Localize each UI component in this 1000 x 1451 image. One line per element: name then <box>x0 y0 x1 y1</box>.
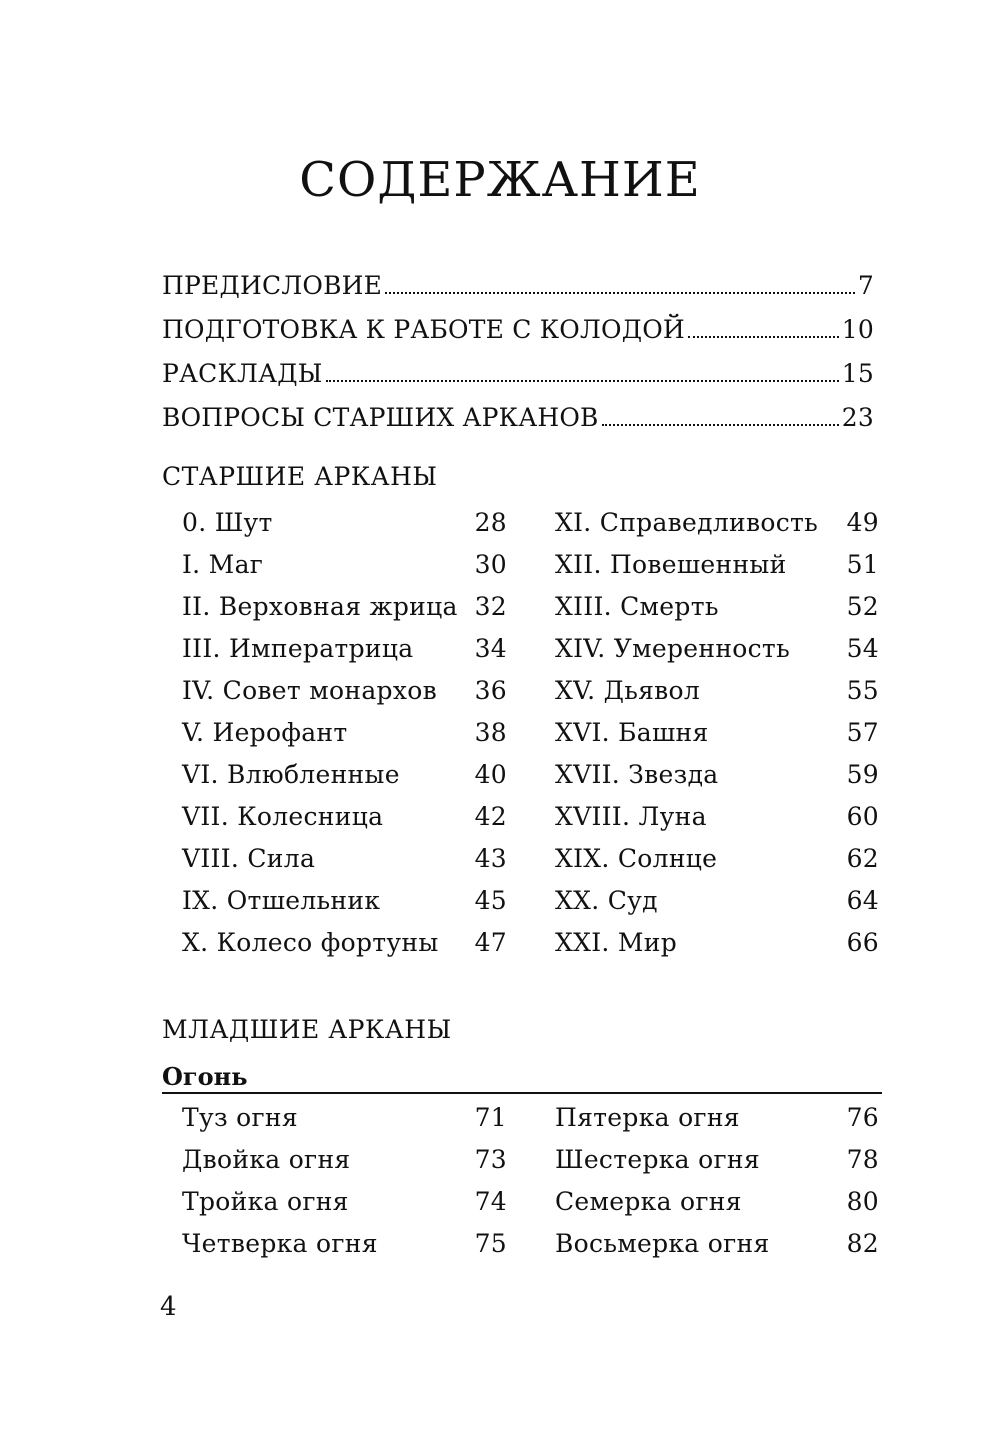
item-page: 51 <box>846 550 879 579</box>
list-item <box>182 586 507 628</box>
toc-entry-label: РАСКЛАДЫ <box>162 359 323 388</box>
item-label: XXI. Мир <box>555 928 678 957</box>
table-row <box>182 1223 882 1265</box>
dot-leader <box>602 424 839 426</box>
item-page: 55 <box>846 676 879 705</box>
item-page: 78 <box>846 1145 879 1174</box>
item-label: XII. Повешенный <box>555 550 787 579</box>
item-page: 32 <box>474 592 507 621</box>
list-item <box>555 754 879 796</box>
item-page: 54 <box>846 634 879 663</box>
toc-entry <box>162 308 874 352</box>
main-toc-list <box>162 264 874 440</box>
dot-leader <box>688 336 839 338</box>
item-page: 40 <box>474 760 507 789</box>
list-item <box>182 712 507 754</box>
table-row <box>182 1139 882 1181</box>
item-label: Двойка огня <box>182 1145 351 1174</box>
item-page: 66 <box>846 928 879 957</box>
item-label: VI. Влюбленные <box>182 760 400 789</box>
table-row <box>182 922 882 964</box>
item-page: 28 <box>474 508 507 537</box>
toc-entry-page: 15 <box>841 359 874 388</box>
toc-entry-label: ВОПРОСЫ СТАРШИХ АРКАНОВ <box>162 403 599 432</box>
item-label: XV. Дьявол <box>555 676 701 705</box>
list-item <box>555 1181 879 1223</box>
item-page: 42 <box>474 802 507 831</box>
list-item <box>182 922 507 964</box>
list-item <box>555 712 879 754</box>
toc-entry-page: 23 <box>841 403 874 432</box>
list-item <box>182 670 507 712</box>
item-label: IV. Совет монархов <box>182 676 437 705</box>
toc-entry <box>162 264 874 308</box>
table-row <box>182 838 882 880</box>
item-label: XI. Справедливость <box>555 508 819 537</box>
table-row <box>182 1097 882 1139</box>
list-item <box>555 796 879 838</box>
minor-arcana-heading: МЛАДШИЕ АРКАНЫ <box>162 1015 452 1044</box>
table-row <box>182 670 882 712</box>
item-page: 80 <box>846 1187 879 1216</box>
item-page: 43 <box>474 844 507 873</box>
item-label: Четверка огня <box>182 1229 378 1258</box>
suit-heading: Огонь <box>162 1062 882 1094</box>
toc-entry-label: ПРЕДИСЛОВИЕ <box>162 271 383 300</box>
item-page: 71 <box>474 1103 507 1132</box>
item-label: Пятерка огня <box>555 1103 740 1132</box>
minor-arcana-list <box>182 1097 882 1265</box>
list-item <box>182 628 507 670</box>
item-label: VII. Колесница <box>182 802 384 831</box>
list-item <box>555 1139 879 1181</box>
list-item <box>555 502 879 544</box>
table-row <box>182 712 882 754</box>
table-row <box>182 502 882 544</box>
item-page: 75 <box>474 1229 507 1258</box>
toc-entry-label: ПОДГОТОВКА К РАБОТЕ С КОЛОДОЙ <box>162 315 685 344</box>
list-item <box>182 796 507 838</box>
item-page: 38 <box>474 718 507 747</box>
item-label: XX. Суд <box>555 886 658 915</box>
table-row <box>182 586 882 628</box>
table-row <box>182 754 882 796</box>
item-page: 36 <box>474 676 507 705</box>
toc-entry <box>162 396 874 440</box>
toc-entry-page: 10 <box>841 315 874 344</box>
table-row <box>182 796 882 838</box>
item-label: I. Маг <box>182 550 264 579</box>
dot-leader <box>326 380 839 382</box>
table-row <box>182 544 882 586</box>
item-label: II. Верховная жрица <box>182 592 458 621</box>
list-item <box>555 586 879 628</box>
item-page: 57 <box>846 718 879 747</box>
list-item <box>182 1223 507 1265</box>
item-page: 47 <box>474 928 507 957</box>
list-item <box>182 880 507 922</box>
list-item <box>555 670 879 712</box>
list-item <box>182 502 507 544</box>
list-item <box>555 1223 879 1265</box>
item-label: Туз огня <box>182 1103 298 1132</box>
page-number: 4 <box>160 1292 177 1322</box>
list-item <box>555 922 879 964</box>
list-item <box>182 1181 507 1223</box>
list-item <box>555 838 879 880</box>
list-item <box>555 1097 879 1139</box>
item-label: XIII. Смерть <box>555 592 719 621</box>
item-label: V. Иерофант <box>182 718 348 747</box>
item-label: XIV. Умеренность <box>555 634 790 663</box>
item-label: XVI. Башня <box>555 718 709 747</box>
table-row <box>182 880 882 922</box>
toc-entry-page: 7 <box>857 271 874 300</box>
item-page: 59 <box>846 760 879 789</box>
list-item <box>555 880 879 922</box>
item-label: X. Колесо фортуны <box>182 928 439 957</box>
item-page: 82 <box>846 1229 879 1258</box>
list-item <box>182 1139 507 1181</box>
item-page: 30 <box>474 550 507 579</box>
item-label: Шестерка огня <box>555 1145 760 1174</box>
page-title: СОДЕРЖАНИЕ <box>299 152 701 208</box>
item-label: XVII. Звезда <box>555 760 719 789</box>
item-label: Восьмерка огня <box>555 1229 770 1258</box>
major-arcana-list <box>182 502 882 964</box>
item-page: 64 <box>846 886 879 915</box>
item-page: 60 <box>846 802 879 831</box>
item-label: Тройка огня <box>182 1187 349 1216</box>
dot-leader <box>385 292 855 294</box>
item-page: 45 <box>474 886 507 915</box>
table-row <box>182 1181 882 1223</box>
item-label: Семерка огня <box>555 1187 742 1216</box>
item-page: 73 <box>474 1145 507 1174</box>
item-label: IX. Отшельник <box>182 886 381 915</box>
item-label: 0. Шут <box>182 508 273 537</box>
major-arcana-heading: СТАРШИЕ АРКАНЫ <box>162 462 438 491</box>
list-item <box>182 754 507 796</box>
item-label: XVIII. Луна <box>555 802 707 831</box>
table-row <box>182 628 882 670</box>
item-page: 34 <box>474 634 507 663</box>
item-page: 52 <box>846 592 879 621</box>
list-item <box>182 838 507 880</box>
toc-entry <box>162 352 874 396</box>
item-label: VIII. Сила <box>182 844 316 873</box>
item-page: 76 <box>846 1103 879 1132</box>
list-item <box>555 628 879 670</box>
item-label: XIX. Солнце <box>555 844 718 873</box>
item-page: 74 <box>474 1187 507 1216</box>
list-item <box>182 544 507 586</box>
item-page: 49 <box>846 508 879 537</box>
list-item <box>182 1097 507 1139</box>
item-label: III. Императрица <box>182 634 414 663</box>
list-item <box>555 544 879 586</box>
item-page: 62 <box>846 844 879 873</box>
